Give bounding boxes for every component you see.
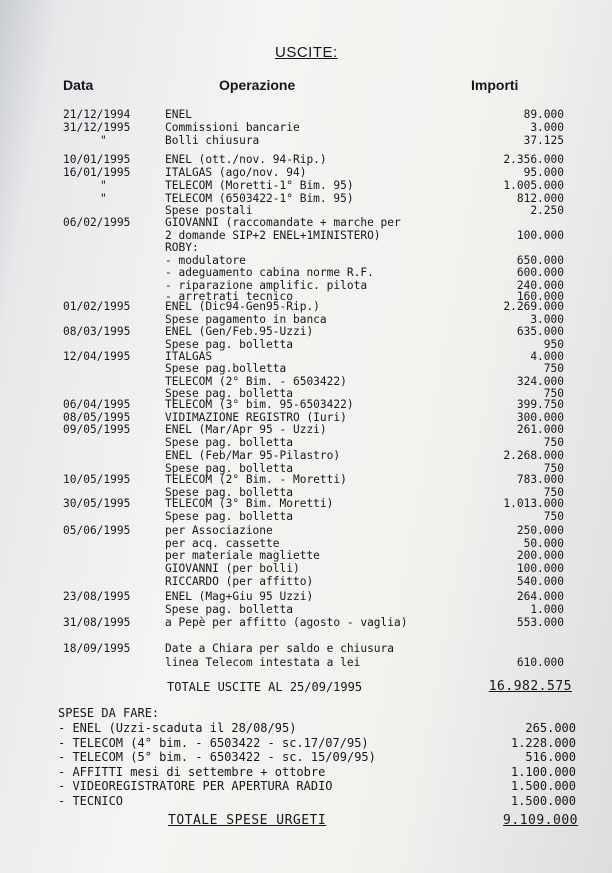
- expense-amount: 3.000: [530, 121, 564, 134]
- expense-operation: GIOVANNI (per bolli): [165, 562, 300, 575]
- expense-row: [0, 216, 612, 229]
- expense-amount: 2.356.000: [503, 153, 564, 166]
- expense-operation: GIOVANNI (raccomandate + marche per: [165, 216, 401, 229]
- expense-row: [0, 423, 612, 436]
- total-urgent-amount: 9.109.000: [503, 813, 578, 828]
- expense-amount: 2.268.000: [503, 449, 564, 462]
- expense-row: [0, 497, 612, 510]
- expense-row: [0, 166, 612, 179]
- expense-amount: 324.000: [516, 375, 564, 388]
- expense-date: 09/05/1995: [63, 423, 131, 436]
- expense-amount: 3.000: [530, 313, 564, 326]
- expense-row: [0, 266, 612, 279]
- expense-operation: TELECOM (3° bim. 95-6503422): [165, 398, 354, 411]
- expense-row: [0, 510, 612, 523]
- todo-item: [0, 721, 612, 735]
- expense-operation: Spese pag. bolletta: [165, 486, 293, 499]
- total-expenses-amount: 16.982.575: [488, 679, 572, 694]
- todo-title: SPESE DA FARE:: [58, 706, 160, 720]
- expense-amount: 399.750: [516, 398, 564, 411]
- expense-operation: ITALGAS (ago/nov. 94): [165, 166, 307, 179]
- expense-row: [0, 325, 612, 338]
- expense-row: [0, 473, 612, 486]
- expense-amount: 300.000: [516, 411, 564, 424]
- expense-amount: 950: [543, 338, 564, 351]
- expense-operation: VIDIMAZIONE REGISTRO (Iuri): [165, 411, 347, 424]
- expense-amount: 750: [543, 462, 564, 475]
- expense-row: [0, 524, 612, 537]
- expense-operation: linea Telecom intestata a lei: [165, 656, 361, 669]
- expense-amount: 750: [543, 362, 564, 375]
- todo-amount: 1.100.000: [510, 765, 576, 779]
- todo-label: - AFFITTI mesi di settembre + ottobre: [58, 765, 326, 779]
- expense-row: [0, 134, 612, 147]
- expense-row: [0, 656, 612, 669]
- expense-row: [0, 603, 612, 616]
- expense-row: [0, 121, 612, 134]
- todo-item: [0, 750, 612, 764]
- expense-date: 31/12/1995: [63, 121, 131, 134]
- expense-amount: 4.000: [530, 350, 564, 363]
- expense-amount: 200.000: [516, 549, 564, 562]
- expense-date: 12/04/1995: [63, 350, 131, 363]
- todo-label: - VIDEOREGISTRATORE PER APERTURA RADIO: [58, 779, 333, 793]
- expense-operation: - modulatore: [165, 254, 246, 267]
- expense-operation: per acq. cassette: [165, 537, 280, 550]
- expense-amount: 50.000: [523, 537, 564, 550]
- expense-amount: 240.000: [516, 279, 564, 292]
- expense-operation: ENEL (Mar/Apr 95 - Uzzi): [165, 423, 327, 436]
- expense-row: [0, 575, 612, 588]
- expense-row: [0, 362, 612, 375]
- expense-operation: ROBY:: [165, 241, 199, 254]
- expense-amount: 750: [543, 510, 564, 523]
- expense-amount: 1.013.000: [503, 497, 564, 510]
- total-urgent-row: [0, 812, 612, 830]
- expense-amount: 610.000: [516, 656, 564, 669]
- expense-date: 21/12/1994: [63, 108, 131, 121]
- expense-date: 31/08/1995: [63, 616, 131, 629]
- expense-row: [0, 642, 612, 655]
- expense-operation: - riparazione amplific. pilota: [165, 279, 368, 292]
- expense-amount: 2.250: [530, 204, 564, 217]
- expense-operation: ENEL: [165, 108, 192, 121]
- expense-operation: per materiale magliette: [165, 549, 320, 562]
- expense-amount: 2.269.000: [503, 300, 564, 313]
- expense-row: [0, 108, 612, 121]
- expense-amount: 37.125: [523, 134, 564, 147]
- expense-operation: Bolli chiusura: [165, 134, 260, 147]
- expense-row: [0, 549, 612, 562]
- expense-operation: RICCARDO (per affitto): [165, 575, 314, 588]
- expense-date: 10/01/1995: [63, 153, 131, 166]
- column-header-amount: Importi: [471, 77, 519, 93]
- expense-amount: 160.000: [516, 290, 564, 303]
- total-urgent-label: TOTALE SPESE URGETI: [168, 813, 327, 828]
- total-expenses-label: TOTALE USCITE AL 25/09/1995: [167, 680, 363, 694]
- expense-date: 16/01/1995: [63, 166, 131, 179]
- expense-operation: Date a Chiara per saldo e chiusura: [165, 642, 395, 655]
- todo-item: [0, 736, 612, 750]
- expense-row: [0, 241, 612, 254]
- expense-amount: 1.000: [530, 603, 564, 616]
- expense-operation: Commissioni bancarie: [165, 121, 300, 134]
- expense-amount: 600.000: [516, 266, 564, 279]
- todo-label: - ENEL (Uzzi-scaduta il 28/08/95): [58, 721, 297, 735]
- expense-operation: Spese pag. bolletta: [165, 510, 293, 523]
- todo-amount: 265.000: [525, 721, 576, 735]
- expense-row: [0, 449, 612, 462]
- expense-operation: a Pepè per affitto (agosto - vaglia): [165, 616, 408, 629]
- expense-amount: 650.000: [516, 254, 564, 267]
- expense-row: [0, 398, 612, 411]
- todo-item: [0, 779, 612, 793]
- expense-row: [0, 562, 612, 575]
- expense-amount: 250.000: [516, 524, 564, 537]
- expense-operation: TELECOM (2° Bim. - 6503422): [165, 375, 347, 388]
- expense-operation: Spese pag. bolletta: [165, 603, 293, 616]
- expense-date: ": [100, 134, 107, 147]
- expense-amount: 100.000: [516, 229, 564, 242]
- expense-amount: 100.000: [516, 562, 564, 575]
- expense-date: 08/03/1995: [63, 325, 131, 338]
- expense-row: [0, 153, 612, 166]
- todo-amount: 1.228.000: [510, 736, 576, 750]
- expense-date: ": [100, 192, 107, 205]
- expense-row: [0, 300, 612, 313]
- expense-operation: TELECOM (6503422-1° Bim. 95): [165, 192, 354, 205]
- expense-amount: 540.000: [516, 575, 564, 588]
- expense-date: 08/05/1995: [63, 411, 131, 424]
- expense-operation: ENEL (Dic94-Gen95-Rip.): [165, 300, 320, 313]
- expense-amount: 635.000: [516, 325, 564, 338]
- page-title: USCITE:: [275, 44, 338, 61]
- expense-date: 30/05/1995: [63, 497, 131, 510]
- todo-amount: 1.500.000: [510, 794, 576, 808]
- expense-operation: Spese pag. bolletta: [165, 462, 293, 475]
- expense-operation: Spese pag. bolletta: [165, 338, 293, 351]
- expense-amount: 89.000: [523, 108, 564, 121]
- expense-amount: 783.000: [516, 473, 564, 486]
- expense-date: 10/05/1995: [63, 473, 131, 486]
- expense-amount: 750: [543, 436, 564, 449]
- expense-date: ": [100, 179, 107, 192]
- expense-row: [0, 616, 612, 629]
- expense-operation: ENEL (Feb/Mar 95-Pilastro): [165, 449, 341, 462]
- todo-amount: 516.000: [525, 750, 576, 764]
- expense-amount: 553.000: [516, 616, 564, 629]
- expense-operation: ENEL (Mag+Giu 95 Uzzi): [165, 590, 314, 603]
- todo-label: - TECNICO: [58, 794, 124, 808]
- expense-operation: TELECOM (Moretti-1° Bim. 95): [165, 179, 354, 192]
- expense-amount: 750: [543, 387, 564, 400]
- expense-operation: - adeguamento cabina norme R.F.: [165, 266, 374, 279]
- expense-operation: ITALGAS: [165, 350, 213, 363]
- expense-date: 18/09/1995: [63, 642, 131, 655]
- expense-date: 23/08/1995: [63, 590, 131, 603]
- column-header-operation: Operazione: [219, 77, 296, 93]
- expense-operation: per Associazione: [165, 524, 273, 537]
- expense-amount: 812.000: [516, 192, 564, 205]
- expense-operation: ENEL (ott./nov. 94-Rip.): [165, 153, 327, 166]
- expense-amount: 750: [543, 486, 564, 499]
- todo-label: - TELECOM (5° bim. - 6503422 - sc. 15/09/95): [58, 750, 376, 764]
- expense-operation: 2 domande SIP+2 ENEL+1MINISTERO): [165, 229, 381, 242]
- expense-date: 06/02/1995: [63, 216, 131, 229]
- column-header-date: Data: [63, 77, 94, 93]
- expense-operation: Spese pagamento in banca: [165, 313, 327, 326]
- expense-date: 01/02/1995: [63, 300, 131, 313]
- expense-row: [0, 436, 612, 449]
- todo-label: - TELECOM (4° bim. - 6503422 - sc.17/07/95): [58, 736, 369, 750]
- expense-operation: TELECOM (3° Bim. Moretti): [165, 497, 334, 510]
- expense-date: 06/04/1995: [63, 398, 131, 411]
- expense-operation: Spese pag. bolletta: [165, 436, 293, 449]
- todo-amount: 1.500.000: [510, 779, 576, 793]
- todo-item: [0, 765, 612, 779]
- expense-operation: ENEL (Gen/Feb.95-Uzzi): [165, 325, 314, 338]
- expense-row: [0, 590, 612, 603]
- expense-amount: 261.000: [516, 423, 564, 436]
- expense-operation: - arretrati tecnico: [165, 290, 293, 303]
- todo-item: [0, 794, 612, 808]
- expense-row: [0, 179, 612, 192]
- expense-operation: Spese pag.bolletta: [165, 362, 287, 375]
- total-expenses-row: [0, 679, 612, 695]
- expense-amount: 1.005.000: [503, 179, 564, 192]
- expense-operation: Spese postali: [165, 204, 253, 217]
- expense-amount: 95.000: [523, 166, 564, 179]
- expense-operation: Spese pag. bolletta: [165, 387, 293, 400]
- expense-operation: TELECOM (2° Bim. - Moretti): [165, 473, 347, 486]
- expense-date: 05/06/1995: [63, 524, 131, 537]
- expense-amount: 264.000: [516, 590, 564, 603]
